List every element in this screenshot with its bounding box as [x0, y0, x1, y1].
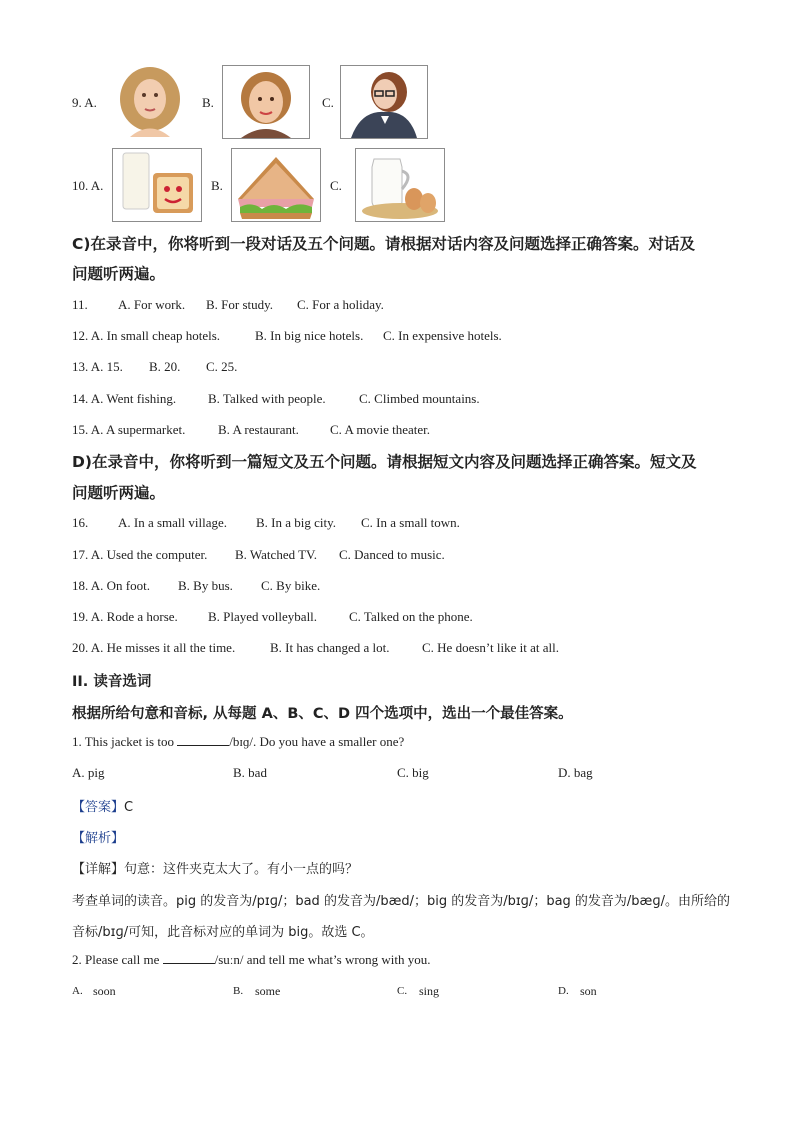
- q9-option-b-label: B.: [202, 95, 214, 110]
- part-2-instruction: 根据所给句意和音标, 从每题 A、B、C、D 四个选项中，选出一个最佳答案。: [72, 706, 573, 722]
- sandwich-image: [231, 148, 321, 222]
- q20-option-a: 20. A. He misses it all the time.: [72, 640, 236, 655]
- q17-option-c: C. Danced to music.: [339, 547, 445, 562]
- q11-option-c: C. For a holiday.: [297, 297, 384, 312]
- problem-1-explanation-line1: 考查单词的读音。pig 的发音为/pɪɡ/；bad 的发音为/bæd/；big 的发音为/bɪɡ/；bag 的发音为/bæɡ/。由所给的: [72, 894, 730, 909]
- problem-2-option-c: sing: [419, 984, 440, 998]
- problem-1-stem: [72, 734, 404, 750]
- problem-2-option-a-label: A.: [72, 985, 83, 997]
- q11-option-a: A. For work.: [118, 297, 186, 312]
- problem-2-stem-end: /suːn/ and tell me what’s wrong with you.: [214, 952, 431, 967]
- q18-option-a: 18. A. On foot.: [72, 578, 150, 593]
- q9-option-c-label: C.: [322, 95, 334, 110]
- q12-option-b: B. In big nice hotels.: [255, 328, 364, 343]
- q18-option-c: C. By bike.: [261, 578, 321, 593]
- milk-and-bread-image: [112, 148, 202, 222]
- q9-number: 9. A.: [72, 95, 97, 110]
- problem-1-option-a: A. pig: [72, 765, 105, 780]
- part-2-title: II. 读音选词: [72, 674, 152, 690]
- q16-option-c: C. In a small town.: [361, 515, 460, 530]
- q16-option-b: B. In a big city.: [256, 515, 337, 530]
- q10-number: 10. A.: [72, 178, 104, 193]
- q13-option-b: B. 20.: [149, 359, 181, 374]
- q10-option-c-label: C.: [330, 178, 342, 193]
- q12-option-c: C. In expensive hotels.: [383, 328, 502, 343]
- milk-jug-and-eggs-image: [355, 148, 445, 222]
- problem-1-stem-end: /bɪɡ/. Do you have a smaller one?: [229, 734, 405, 749]
- woman-curly-hair-image: [110, 65, 190, 137]
- q20-option-c: C. He doesn’t like it at all.: [422, 640, 559, 655]
- q14-option-b: B. Talked with people.: [208, 391, 326, 406]
- q13-option-a: 13. A. 15.: [72, 359, 123, 374]
- q19-option-a: 19. A. Rode a horse.: [72, 609, 178, 624]
- problem-2-option-b-label: B.: [233, 985, 244, 997]
- q11-number: 11.: [72, 297, 88, 312]
- problem-1-explanation-line2: 音标/bɪɡ/可知，此音标对应的单词为 big。故选 C。: [72, 925, 374, 940]
- q20-option-b: B. It has changed a lot.: [270, 640, 390, 655]
- woman-glasses-image: [340, 65, 428, 139]
- q19-option-b: B. Played volleyball.: [208, 609, 318, 624]
- q16-number: 16.: [72, 515, 89, 530]
- problem-1-blank: [177, 735, 229, 746]
- q11-option-b: B. For study.: [206, 297, 274, 312]
- problem-2-stem-start: 2. Please call me: [72, 952, 163, 967]
- problem-1-stem-start: 1. This jacket is too: [72, 734, 178, 749]
- section-c-instruction-line2: 问题听两遍。: [72, 265, 166, 283]
- problem-1-detail: [72, 858, 358, 877]
- q18-option-b: B. By bus.: [178, 578, 233, 593]
- q12-option-a: 12. A. In small cheap hotels.: [72, 328, 221, 343]
- section-d-instruction-line1: D)在录音中，你将听到一篇短文及五个问题。请根据短文内容及问题选择正确答案。短文及: [72, 453, 697, 471]
- analysis-tag: 【解析】: [72, 831, 125, 846]
- q13-option-c: C. 25.: [206, 359, 238, 374]
- problem-2-option-d-label: D.: [558, 985, 569, 997]
- problem-1-option-d: D. bag: [558, 765, 593, 780]
- q19-option-c: C. Talked on the phone.: [349, 609, 473, 624]
- q17-option-a: 17. A. Used the computer.: [72, 547, 208, 562]
- problem-2-option-b: some: [255, 984, 281, 998]
- problem-2-stem: [72, 952, 431, 968]
- q14-option-c: C. Climbed mountains.: [359, 391, 480, 406]
- q17-option-b: B. Watched TV.: [235, 547, 318, 562]
- q15-option-c: C. A movie theater.: [330, 422, 431, 437]
- problem-2-blank: [163, 953, 215, 964]
- answer-tag: 【答案】: [72, 800, 125, 815]
- section-d-instruction-line2: 问题听两遍。: [72, 484, 166, 502]
- q15-option-a: 15. A. A supermarket.: [72, 422, 186, 437]
- q10-option-b-label: B.: [211, 178, 223, 193]
- detail-tag: 【详解】: [72, 862, 125, 877]
- answer-value: C: [124, 800, 134, 815]
- problem-2-option-a: soon: [93, 984, 116, 998]
- q14-option-a: 14. A. Went fishing.: [72, 391, 177, 406]
- section-c-instruction-line1: C)在录音中，你将听到一段对话及五个问题。请根据对话内容及问题选择正确答案。对话及: [72, 235, 695, 253]
- q16-option-a: A. In a small village.: [118, 515, 228, 530]
- q15-option-b: B. A restaurant.: [218, 422, 299, 437]
- problem-1-answer: [72, 796, 133, 815]
- woman-short-hair-image: [222, 65, 310, 139]
- problem-2-option-d: son: [580, 984, 597, 998]
- problem-2-option-c-label: C.: [397, 985, 408, 997]
- detail-text: 句意：这件夹克太大了。有小一点的吗？: [124, 862, 359, 877]
- problem-1-option-c: C. big: [397, 765, 429, 780]
- problem-1-option-b: B. bad: [233, 765, 267, 780]
